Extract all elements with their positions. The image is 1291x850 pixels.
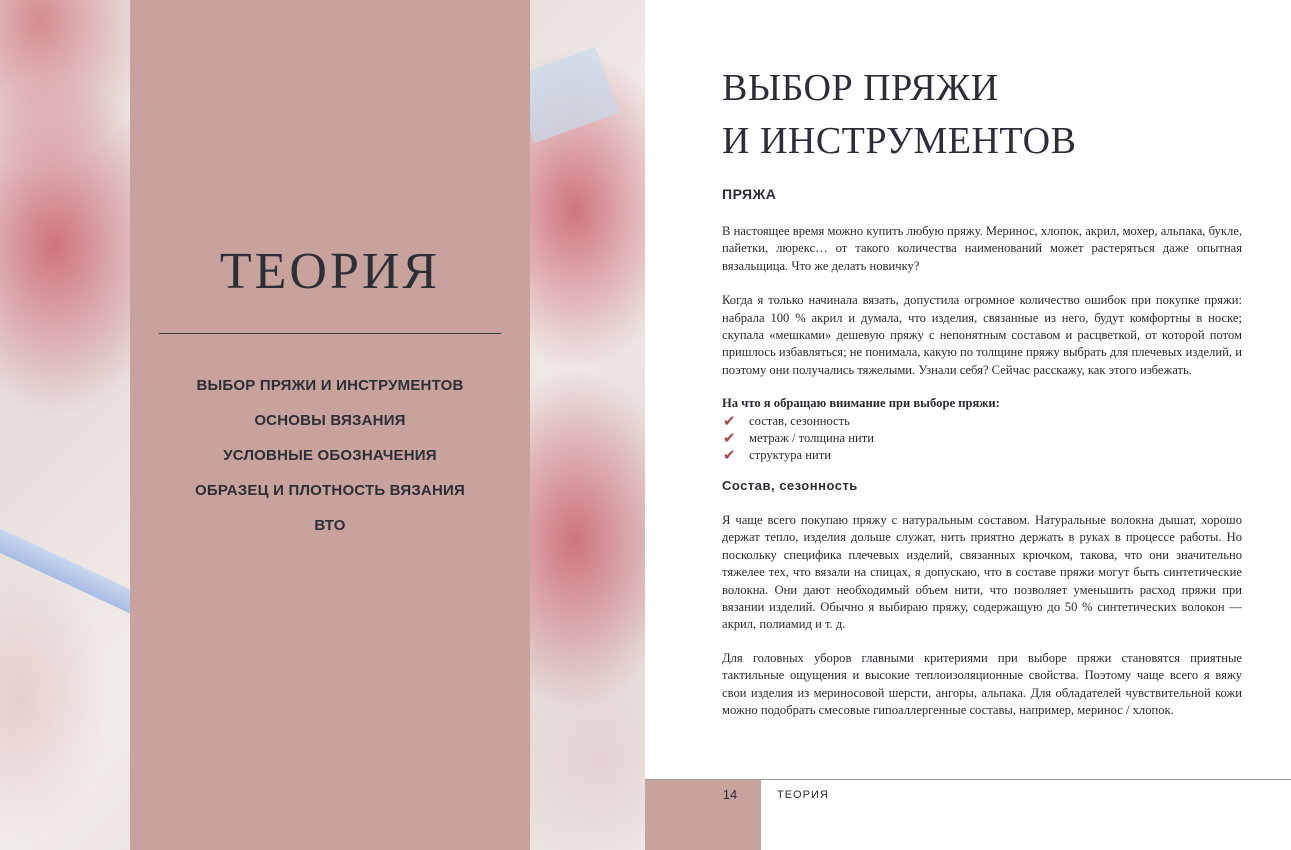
toc-item: ОСНОВЫ ВЯЗАНИЯ	[254, 412, 406, 429]
table-of-contents	[130, 376, 530, 551]
checklist-label: состав, сезонность	[749, 413, 850, 428]
checklist-item	[722, 413, 1242, 430]
divider	[159, 333, 501, 334]
paragraph: Для головных уборов главными критериями при выборе пряжи становятся приятные тактильные ощущения и высокие теплоизоляционные свойства. Поэтому чаще всего я вяжу свои изделия из мериносовой шерсти, ангоры, альпака. Для обладателей чувствительной кожи можно подобрать смесовые гипоаллергенные составы, например, меринос / хлопок.	[722, 650, 1242, 717]
page-number: 14	[722, 787, 738, 802]
heading-line: И ИНСТРУМЕНТОВ	[722, 120, 1077, 162]
article-body	[722, 186, 1242, 719]
paragraph: Я чаще всего покупаю пряжу с натуральным составом. Натуральные волокна дышат, хорошо держат тепло, изделия дольше служат, нить приятно держать в руках в процессе работы. Но поскольку специфика плечевых изделий, связанных крючком, такова, что они значительно тяжелее тех, что вязали на спицах, я допускаю, что в составе пряжи могут быть синтетические волокна. Они дают необходимый объем нити, что позволяет уменьшить расход пряжи при вязании изделий. Обычно я выбираю пряжу, содержащую до 50 % синтетических волокон — акрил, полиамид и т. д.	[722, 512, 1242, 632]
toc-item: ВТО	[314, 517, 346, 534]
checkmark-icon: ✔	[723, 429, 736, 448]
paragraph: В настоящее время можно купить любую пряжу. Меринос, хлопок, акрил, мохер, альпака, букле, пайетки, люрекс… от такого количества наименований может растеряться даже опытная вязальщица. Что же делать новичку?	[722, 224, 1242, 273]
toc-item: ВЫБОР ПРЯЖИ И ИНСТРУМЕНТОВ	[196, 377, 464, 394]
page-heading	[722, 62, 1076, 168]
section-title-composition: Состав, сезонность	[722, 477, 858, 493]
heading-line: ВЫБОР ПРЯЖИ	[722, 67, 999, 109]
left-page	[0, 0, 645, 850]
crochet-hook-photo	[0, 525, 147, 617]
checkmark-icon: ✔	[723, 411, 736, 430]
checklist	[722, 413, 1242, 465]
running-footer: ТЕОРИЯ	[777, 789, 829, 801]
checklist-label: структура нити	[749, 448, 832, 463]
checkmark-icon: ✔	[723, 446, 736, 465]
paragraph: Когда я только начинала вязать, допустила огромное количество ошибок при покупке пряжи: набрала 100 % акрил и думала, что изделия, связанные из него, будут комфортны в носке; скупала «мешками» дешевую пряжу с непонятным составом и расцветкой, от которой потом пришлось избавляться; не понимала, какую по толщине пряжу выбрать для плечевых изделий, и поэтому они получались тяжелыми. Узнали себя? Сейчас расскажу, как этого избежать.	[722, 293, 1242, 377]
chapter-title: ТЕОРИЯ	[219, 243, 441, 300]
right-page	[645, 0, 1291, 850]
checklist-item	[722, 447, 1242, 464]
toc-item: УСЛОВНЫЕ ОБОЗНАЧЕНИЯ	[223, 447, 437, 464]
theory-panel	[130, 0, 530, 850]
checklist-label: метраж / толщина нити	[749, 431, 874, 446]
checklist-item	[722, 430, 1242, 447]
toc-item: ОБРАЗЕЦ И ПЛОТНОСТЬ ВЯЗАНИЯ	[195, 482, 465, 499]
section-title-yarn: ПРЯЖА	[722, 186, 777, 202]
list-lead: На что я обращаю внимание при выборе пряжи:	[722, 396, 1000, 411]
